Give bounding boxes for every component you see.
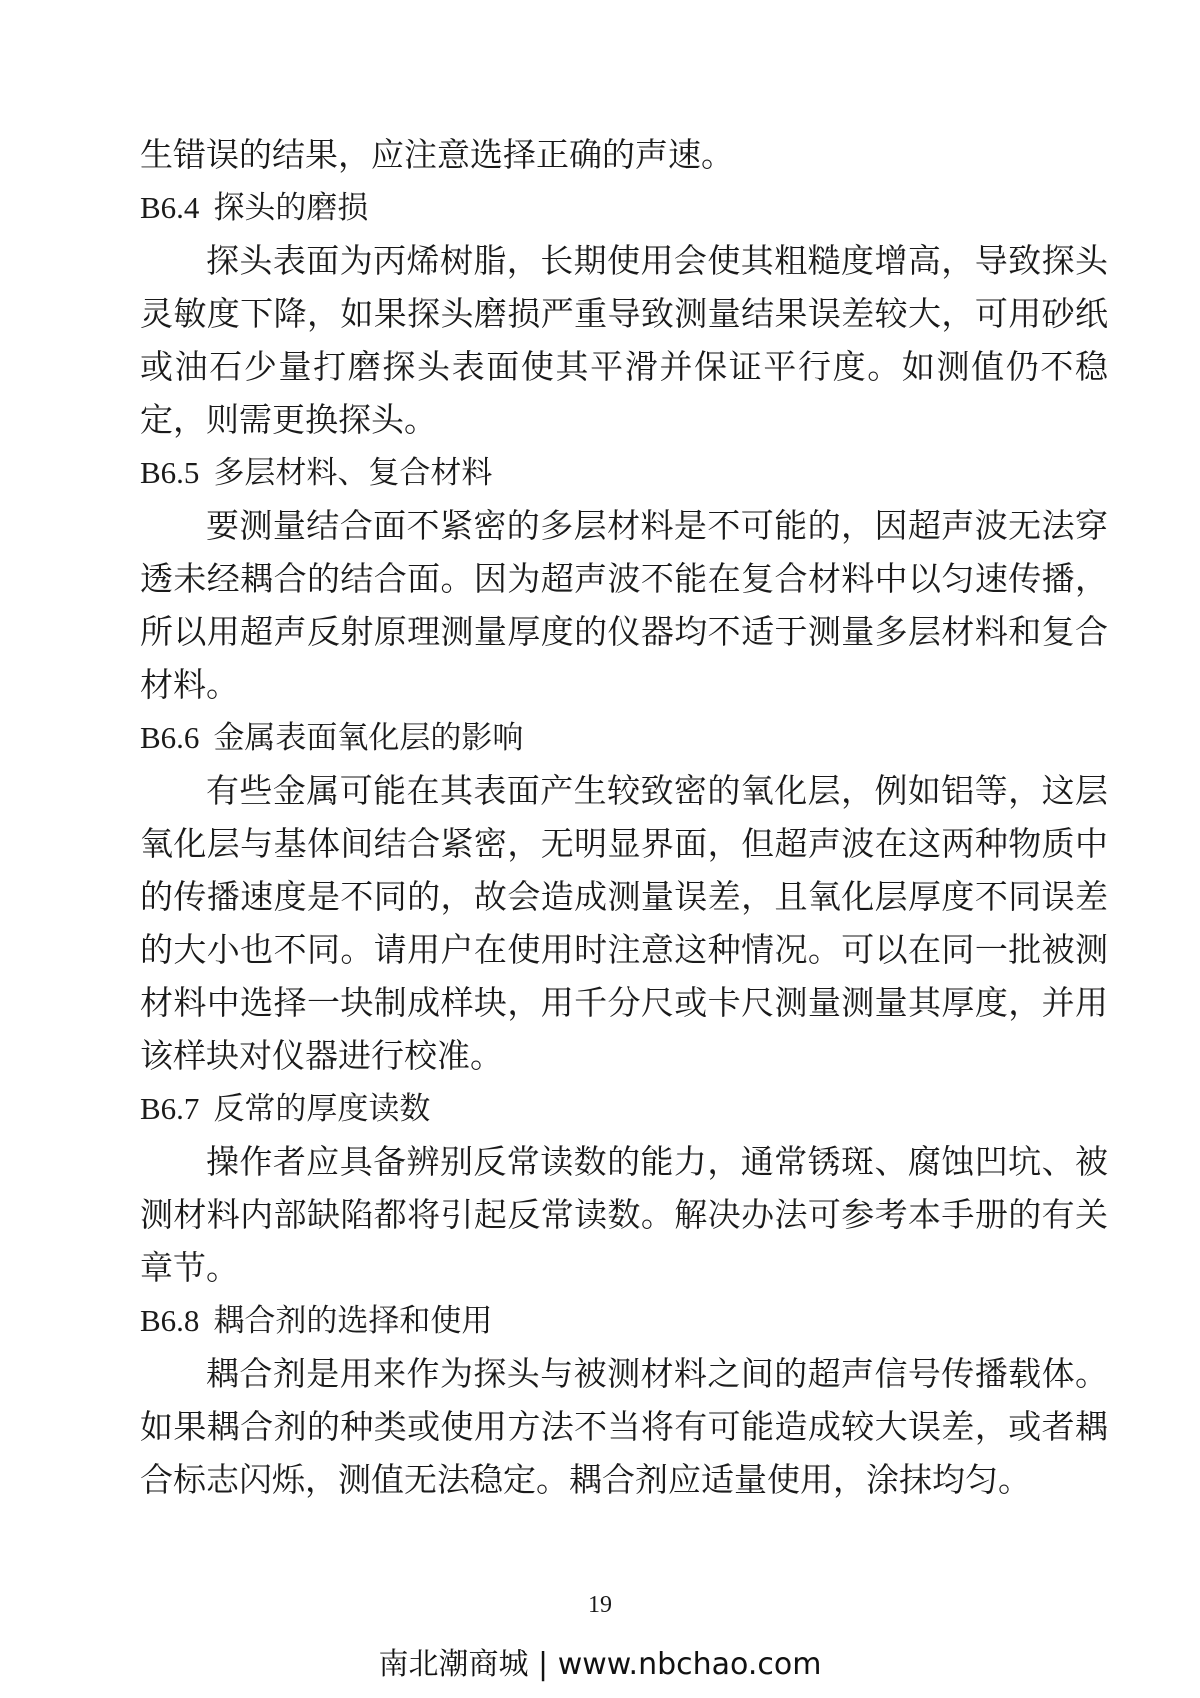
section-title: 反常的厚度读数 xyxy=(213,1091,431,1127)
page-content xyxy=(140,128,1108,1506)
page-number: 19 xyxy=(588,1592,612,1618)
section-body: 耦合剂是用来作为探头与被测材料之间的超声信号传播载体。如果耦合剂的种类或使用方法不当将有可能造成较大误差，或者耦合标志闪烁，测值无法稳定。耦合剂应适量使用，涂抹均匀。 xyxy=(140,1354,1108,1499)
section-title: 多层材料、复合材料 xyxy=(213,455,493,491)
section-heading xyxy=(140,1294,1108,1347)
section-body: 探头表面为丙烯树脂，长期使用会使其粗糙度增高，导致探头灵敏度下降，如果探头磨损严重导致测量结果误差较大，可用砂纸或油石少量打磨探头表面使其平滑并保证平行度。如测值仍不稳定，则需更换探头。 xyxy=(140,241,1108,439)
section-b6-8 xyxy=(140,1294,1108,1506)
section-b6-4 xyxy=(140,181,1108,446)
section-body: 要测量结合面不紧密的多层材料是不可能的，因超声波无法穿透未经耦合的结合面。因为超声波不能在复合材料中以匀速传播，所以用超声反射原理测量厚度的仪器均不适于测量多层材料和复合材料。 xyxy=(140,506,1108,704)
section-number: B6.5 xyxy=(140,455,200,490)
section-heading xyxy=(140,446,1108,499)
section-heading xyxy=(140,1082,1108,1135)
section-b6-6 xyxy=(140,711,1108,1082)
section-number: B6.7 xyxy=(140,1091,200,1126)
section-heading xyxy=(140,711,1108,764)
site-watermark: 南北潮商城 | www.nbchao.com xyxy=(378,1647,822,1682)
section-body: 有些金属可能在其表面产生较致密的氧化层，例如铝等，这层氧化层与基体间结合紧密，无明显界面，但超声波在这两种物质中的传播速度是不同的，故会造成测量误差，且氧化层厚度不同误差的大小也不同。请用户在使用时注意这种情况。可以在同一批被测材料中选择一块制成样块，用千分尺或卡尺测量测量其厚度，并用该样块对仪器进行校准。 xyxy=(140,771,1108,1075)
section-body: 操作者应具备辨别反常读数的能力，通常锈斑、腐蚀凹坑、被测材料内部缺陷都将引起反常读数。解决办法可参考本手册的有关章节。 xyxy=(140,1142,1108,1287)
section-b6-7 xyxy=(140,1082,1108,1294)
continuation-text: 生错误的结果，应注意选择正确的声速。 xyxy=(140,135,734,174)
section-number: B6.4 xyxy=(140,190,200,225)
section-b6-5 xyxy=(140,446,1108,711)
section-title: 探头的磨损 xyxy=(213,190,369,226)
section-number: B6.8 xyxy=(140,1303,200,1338)
section-title: 金属表面氧化层的影响 xyxy=(213,720,524,756)
section-number: B6.6 xyxy=(140,720,200,755)
section-title: 耦合剂的选择和使用 xyxy=(213,1303,493,1339)
section-heading xyxy=(140,181,1108,234)
